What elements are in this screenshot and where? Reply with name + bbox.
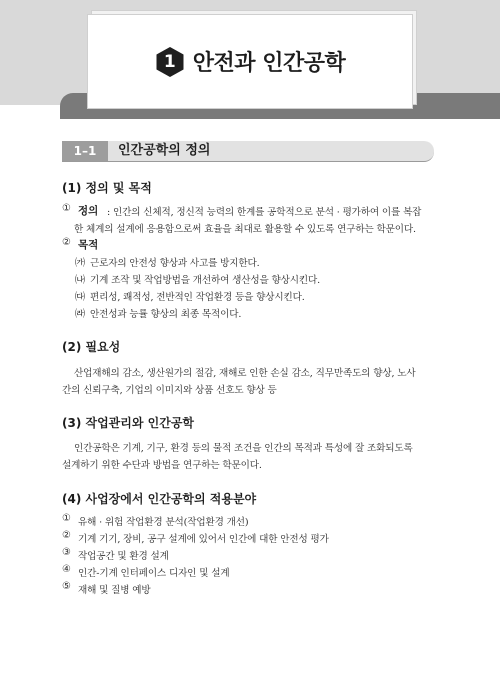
application-item-marker: ① (62, 513, 71, 524)
purpose-item-marker: ㈏ (75, 275, 85, 286)
application-item-marker: ② (62, 530, 71, 541)
application-item-marker: ⑤ (62, 581, 71, 592)
subheading-definition-purpose: (1) 정의 및 목적 (62, 181, 152, 195)
purpose-item-marker: ㈐ (75, 292, 85, 303)
definition-label: 정의 (78, 205, 99, 217)
work-management-text-line-1: 인간공학은 기계, 기구, 환경 등의 물적 조건을 인간의 목적과 특성에 잘 조화되도록 (74, 443, 413, 454)
purpose-marker: ② (62, 237, 71, 248)
section-number: 1–1 (62, 141, 108, 161)
application-item-marker: ③ (62, 547, 71, 558)
chapter-number: 1 (163, 51, 176, 72)
purpose-item: 기계 조작 및 작업방법을 개선하여 생산성을 향상시킨다. (90, 275, 321, 286)
application-item: 작업공간 및 환경 설계 (78, 551, 169, 562)
application-item: 기계 기기, 장비, 공구 설계에 있어서 인간에 대한 안전성 평가 (78, 534, 329, 545)
definition-text-line-1: : 인간의 신체적, 정신적 능력의 한계를 공학적으로 분석 · 평가하여 이를 복잡 (107, 207, 422, 218)
section-title: 인간공학의 정의 (118, 143, 211, 158)
definition-marker: ① (62, 203, 71, 214)
definition-text-line-2: 한 체계의 설계에 응용함으로써 효율을 최대로 활용할 수 있도록 연구하는 학문이다. (74, 224, 416, 235)
chapter-title: 안전과 인간공학 (192, 51, 346, 76)
chapter-title-group (88, 15, 412, 108)
subheading-necessity: (2) 필요성 (62, 340, 121, 354)
work-management-text-line-2: 설계하기 위한 수단과 방법을 연구하는 학문이다. (62, 460, 262, 471)
necessity-text-line-1: 산업재해의 감소, 생산원가의 절감, 재해로 인한 손실 감소, 직무만족도의 향상, 노사 (74, 368, 416, 379)
necessity-text-line-2: 간의 신뢰구축, 기업의 이미지와 상품 선호도 향상 등 (62, 385, 277, 396)
application-item-marker: ④ (62, 564, 71, 575)
purpose-item-marker: ㈎ (75, 258, 85, 269)
subheading-application-fields: (4) 사업장에서 인간공학의 적용분야 (62, 492, 257, 506)
section-heading-bar (62, 141, 434, 162)
purpose-item: 편리성, 쾌적성, 전반적인 작업환경 등을 향상시킨다. (90, 292, 305, 303)
application-item: 인간-기계 인터페이스 디자인 및 설계 (78, 568, 230, 579)
subheading-work-management: (3) 작업관리와 인간공학 (62, 416, 195, 430)
application-item: 재해 및 질병 예방 (78, 585, 151, 596)
purpose-item: 안전성과 능률 향상의 최종 목적이다. (90, 309, 242, 320)
purpose-item: 근로자의 안전성 향상과 사고를 방지한다. (90, 258, 260, 269)
chapter-title-card (88, 15, 412, 108)
purpose-item-marker: ㈑ (75, 309, 85, 320)
purpose-label: 목적 (78, 239, 99, 251)
chapter-number-hexagon-icon (155, 46, 185, 78)
application-item: 유해 · 위험 작업환경 분석(작업환경 개선) (78, 517, 249, 528)
